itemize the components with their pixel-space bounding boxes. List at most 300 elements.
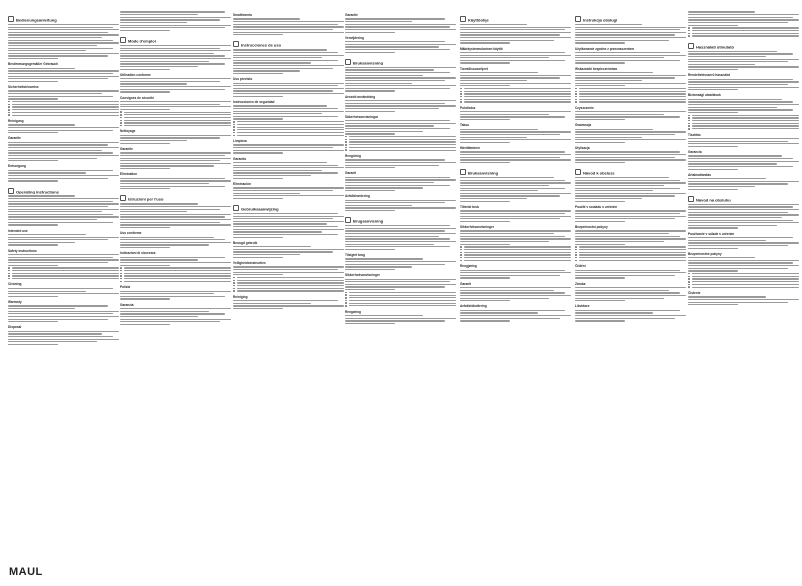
text-line (460, 77, 560, 78)
text-line (233, 167, 344, 168)
text-line (345, 85, 456, 86)
text-line (120, 265, 170, 266)
text-line (460, 230, 571, 231)
subsection-heading (460, 146, 571, 150)
subsection-heading (688, 133, 799, 137)
paragraph (8, 288, 119, 297)
text-line (575, 42, 625, 43)
heading-text: Pulizia (120, 285, 131, 290)
text-line (464, 252, 572, 253)
text-line (460, 55, 571, 56)
text-line (120, 106, 231, 107)
bullet-item (233, 126, 344, 128)
section-title (8, 16, 119, 23)
text-line (233, 165, 338, 166)
text-line (460, 154, 571, 155)
text-line (579, 252, 687, 253)
paragraph (233, 300, 344, 309)
text-line (120, 83, 187, 84)
text-line (688, 64, 755, 65)
text-line (575, 24, 642, 25)
text-line (345, 49, 450, 50)
text-line (8, 50, 86, 51)
bullet-item (120, 273, 231, 275)
heading-text: Uso conforme (120, 231, 142, 236)
text-line (692, 125, 800, 126)
paragraph (120, 152, 231, 169)
text-line (233, 111, 344, 112)
text-line (233, 147, 333, 148)
text-line (120, 27, 225, 28)
paragraph (345, 67, 456, 92)
text-line (575, 241, 664, 242)
text-line (688, 79, 793, 80)
text-line (575, 193, 686, 194)
text-line (460, 201, 510, 202)
text-line (345, 26, 450, 27)
subsection-heading (575, 47, 686, 51)
subsection-heading (688, 150, 799, 154)
text-line (8, 214, 113, 215)
text-line (120, 214, 231, 215)
text-line (460, 131, 571, 132)
text-line (120, 152, 231, 153)
text-line (460, 151, 565, 152)
text-line (575, 312, 653, 313)
text-line (460, 315, 571, 316)
heading-text: Turvallisuusohjeet (460, 66, 488, 71)
paragraph (460, 24, 571, 44)
subsection-heading (688, 93, 799, 97)
heading-text: Sikkerhetsanvisninger (460, 225, 495, 229)
heading-text: Instrucciones de uso (241, 42, 282, 48)
text-line (8, 42, 119, 43)
bullet-item (8, 112, 119, 114)
paragraph (575, 177, 686, 202)
text-line (460, 134, 560, 135)
text-line (345, 238, 450, 239)
text-line (575, 137, 642, 138)
text-line (120, 242, 231, 243)
text-line (233, 32, 344, 33)
text-line (688, 101, 793, 102)
text-column-3 (233, 10, 344, 566)
text-line (345, 315, 423, 316)
text-line (345, 111, 395, 112)
heading-text: Takuu (460, 123, 470, 128)
heading-text: Mode d'emploi (128, 38, 156, 44)
text-line (688, 214, 799, 215)
text-line (464, 96, 572, 97)
text-line (688, 222, 799, 223)
bullet-item (688, 273, 799, 275)
heading-text: Bedienungsanleitung (16, 17, 57, 23)
subsection-heading (575, 106, 686, 110)
paragraph (8, 142, 119, 162)
text-line (8, 209, 119, 210)
text-line (8, 293, 119, 294)
text-line (688, 248, 738, 249)
text-line (120, 219, 231, 220)
subsection-heading (460, 282, 571, 286)
text-line (345, 44, 456, 45)
text-line (688, 11, 755, 12)
bullet-item (575, 260, 686, 262)
paragraph (233, 83, 344, 97)
text-line (237, 277, 345, 278)
text-line (460, 182, 571, 183)
text-line (460, 83, 571, 84)
text-line (124, 275, 232, 276)
text-line (345, 261, 456, 262)
paragraph (575, 230, 686, 261)
paragraph (345, 225, 456, 250)
bullet-item (688, 35, 799, 37)
text-line (124, 125, 232, 126)
heading-text: Säkerhetsanvisningar (345, 114, 379, 119)
text-line (460, 177, 554, 178)
text-line (120, 296, 225, 297)
text-line (120, 19, 220, 20)
text-line (575, 80, 642, 81)
language-flag-icon (688, 196, 694, 202)
text-line (233, 308, 283, 309)
text-line (460, 218, 560, 219)
text-line (575, 201, 625, 202)
text-line (345, 269, 395, 270)
text-line (8, 316, 119, 317)
text-line (688, 53, 793, 54)
heading-text: Biztonsági utasítások (688, 93, 721, 98)
text-line (692, 276, 800, 277)
text-line (575, 57, 664, 58)
bullet-item (688, 27, 799, 29)
heading-text: Avfallshåndtering (460, 304, 487, 309)
text-line (460, 142, 510, 143)
text-line (345, 21, 412, 22)
text-line (120, 101, 231, 102)
text-line (688, 155, 782, 156)
paragraph (233, 144, 344, 153)
bullet-item (575, 249, 686, 251)
paragraph (688, 237, 799, 249)
text-line (345, 266, 412, 267)
text-line (460, 320, 510, 321)
text-line (120, 203, 198, 204)
text-line (688, 262, 793, 263)
text-column-1 (8, 10, 119, 566)
text-line (345, 77, 456, 78)
bullet-item (120, 275, 231, 277)
text-line (120, 11, 225, 12)
text-line (120, 55, 225, 56)
text-column-7 (688, 10, 799, 566)
text-line (688, 61, 788, 62)
heading-text: Sicherheitshinweise (8, 85, 39, 89)
bullet-item (120, 117, 231, 119)
paragraph (8, 170, 119, 182)
text-line (688, 161, 799, 162)
text-line (345, 131, 423, 132)
text-line (688, 189, 738, 190)
bullet-item (8, 273, 119, 275)
text-line (688, 22, 788, 23)
text-line (120, 206, 231, 207)
bullet-item (575, 99, 686, 101)
subsection-heading (575, 282, 686, 286)
text-line (8, 206, 108, 207)
text-line (120, 143, 170, 144)
text-line (345, 284, 456, 285)
text-line (460, 37, 571, 38)
heading-text: Návod na obsluhu (696, 197, 731, 203)
paragraph (345, 18, 456, 32)
text-line (120, 211, 187, 212)
bullet-item (345, 149, 456, 151)
text-line (345, 120, 450, 121)
text-line (688, 66, 799, 67)
text-line (233, 218, 333, 219)
text-line (8, 257, 113, 258)
text-line (233, 257, 283, 258)
text-line (120, 186, 225, 187)
language-flag-icon (460, 16, 466, 22)
text-line (233, 221, 344, 222)
paragraph (233, 187, 344, 199)
subsection-heading (575, 123, 686, 127)
subsection-heading (688, 291, 799, 295)
text-line (345, 241, 456, 242)
text-line (8, 198, 119, 199)
section-title (233, 41, 344, 48)
text-line (349, 297, 457, 298)
text-line (460, 193, 571, 194)
heading-text: Operating instructions (16, 189, 59, 194)
text-line (688, 59, 799, 60)
text-line (460, 188, 565, 189)
text-line (120, 239, 225, 240)
text-line (692, 123, 800, 124)
text-line (575, 188, 680, 189)
text-line (233, 274, 283, 275)
section-title (8, 188, 119, 195)
paragraph (688, 11, 799, 36)
bullet-item (8, 114, 119, 116)
text-line (575, 295, 686, 296)
text-line (233, 26, 344, 27)
text-line (233, 21, 344, 22)
paragraph (120, 308, 231, 325)
heading-text: Instrucciones de seguridad (233, 99, 275, 104)
text-line (688, 268, 788, 269)
paragraph (460, 270, 571, 279)
text-line (345, 24, 456, 25)
text-line (460, 34, 560, 35)
heading-text: Návod k obsluze (583, 170, 615, 176)
text-line (575, 129, 653, 130)
paragraph (575, 151, 686, 163)
text-line (233, 83, 344, 84)
heading-text: Tisztítás (688, 132, 701, 137)
subsection-heading (120, 303, 231, 307)
bullet-item (345, 294, 456, 296)
bullet-item (688, 281, 799, 283)
text-line (688, 163, 777, 164)
subsection-heading (460, 106, 571, 110)
text-line (8, 48, 113, 49)
language-flag-icon (233, 41, 239, 47)
text-line (349, 292, 457, 293)
text-line (464, 91, 572, 92)
text-line (233, 300, 338, 301)
text-line (688, 178, 766, 179)
text-line (460, 60, 565, 61)
text-line (464, 249, 572, 250)
text-line (120, 50, 231, 51)
paragraph (233, 105, 344, 136)
bullet-item (345, 300, 456, 302)
subsection-heading (345, 36, 456, 40)
text-line (233, 195, 344, 196)
text-line (120, 262, 231, 263)
paragraph (233, 213, 344, 238)
heading-text: Používanie v súlade s určením (688, 231, 735, 236)
text-line (8, 339, 119, 340)
text-line (8, 172, 86, 173)
bullet-item (345, 144, 456, 146)
heading-text: Bezpečnostní pokyny (575, 225, 608, 229)
text-line (124, 112, 232, 113)
bullet-item (8, 270, 119, 272)
text-line (120, 298, 170, 299)
subsection-heading (233, 139, 344, 143)
text-line (8, 296, 58, 297)
text-line (233, 55, 344, 56)
subsection-heading (8, 62, 119, 66)
text-line (579, 101, 687, 102)
text-line (8, 321, 58, 322)
subsection-heading (575, 67, 686, 71)
text-line (233, 113, 322, 114)
text-line (120, 135, 231, 136)
text-line (460, 272, 571, 273)
text-line (120, 316, 198, 317)
bullet-item (460, 99, 571, 101)
text-line (345, 185, 450, 186)
subsection-heading (460, 123, 571, 127)
text-line (688, 143, 799, 144)
heading-text: Garantie (345, 13, 358, 17)
text-line (233, 251, 333, 252)
text-line (8, 32, 108, 33)
heading-text: Použití v souladu s určením (575, 204, 618, 209)
text-line (692, 115, 800, 116)
text-line (460, 139, 571, 140)
text-line (460, 75, 571, 76)
text-line (8, 24, 119, 25)
text-line (575, 272, 686, 273)
text-line (464, 246, 572, 247)
text-line (124, 120, 232, 121)
heading-text: Indicazioni di sicurezza (120, 251, 156, 256)
text-line (345, 165, 439, 166)
text-line (120, 22, 187, 23)
paragraph (345, 120, 456, 151)
text-line (8, 45, 97, 46)
text-line (124, 278, 232, 279)
bullet-item (233, 124, 344, 126)
text-line (8, 333, 102, 334)
text-line (345, 32, 395, 33)
bullet-item (460, 260, 571, 262)
text-line (692, 128, 800, 129)
text-line (124, 270, 232, 271)
text-line (460, 162, 510, 163)
text-line (688, 158, 793, 159)
bullet-item (120, 281, 231, 283)
text-line (575, 29, 680, 30)
bullet-item (120, 278, 231, 280)
text-line (349, 300, 457, 301)
text-line (460, 298, 549, 299)
text-line (8, 175, 119, 176)
text-line (460, 114, 549, 115)
text-line (8, 195, 75, 196)
heading-text: Nettoyage (120, 129, 136, 134)
text-line (233, 170, 322, 171)
heading-text: Garancia (688, 150, 702, 154)
heading-text: Élimination (120, 172, 138, 177)
text-line (8, 311, 119, 312)
text-line (688, 296, 766, 297)
text-line (120, 78, 231, 79)
text-line (120, 293, 214, 294)
subsection-heading (8, 300, 119, 304)
heading-text: Istruzioni per l'uso (128, 196, 164, 202)
text-line (460, 312, 538, 313)
text-line (688, 104, 799, 105)
text-line (8, 178, 108, 179)
text-line (233, 65, 344, 66)
text-line (8, 152, 113, 153)
text-line (349, 295, 457, 296)
paragraph (345, 200, 456, 212)
text-column-5 (460, 10, 571, 566)
text-line (120, 66, 198, 67)
text-line (575, 236, 680, 237)
heading-text: Sikkerhedsanvisninger (345, 273, 380, 278)
text-line (460, 80, 527, 81)
heading-text: Bruksanvisning (468, 170, 499, 176)
bullet-item (575, 96, 686, 98)
text-line (688, 209, 799, 210)
paragraph (345, 279, 456, 307)
text-line (688, 242, 799, 243)
text-line (345, 200, 456, 201)
paragraph (460, 230, 571, 261)
heading-text: Záruka (575, 281, 586, 286)
text-line (233, 190, 333, 191)
text-line (688, 51, 777, 52)
subsection-heading (120, 251, 231, 255)
text-line (688, 217, 782, 218)
text-line (688, 181, 799, 182)
bullet-item (575, 257, 686, 259)
text-line (575, 318, 675, 319)
text-line (345, 246, 450, 247)
text-line (233, 29, 333, 30)
text-line (345, 323, 395, 324)
